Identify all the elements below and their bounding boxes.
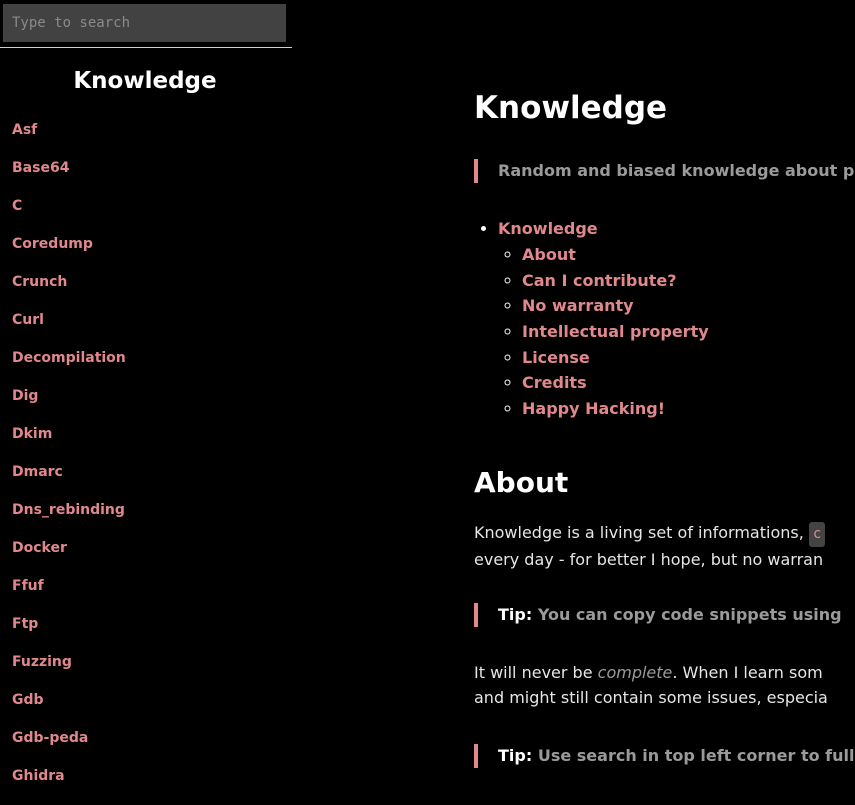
- toc-link-knowledge[interactable]: Knowledge: [498, 219, 598, 238]
- sidebar-item-c[interactable]: C: [12, 198, 23, 214]
- inline-code: c: [809, 522, 825, 547]
- toc-item-root: [498, 218, 709, 424]
- tip-blockquote-1: [474, 603, 842, 627]
- sidebar-item-crunch[interactable]: Crunch: [12, 274, 68, 290]
- sidebar-item-fuzzing[interactable]: Fuzzing: [12, 654, 72, 670]
- toc-link-about[interactable]: About: [522, 245, 576, 264]
- sidebar-item-dkim[interactable]: Dkim: [12, 426, 53, 442]
- about-heading: About: [474, 466, 569, 499]
- sidebar-item-dig[interactable]: Dig: [12, 388, 39, 404]
- sidebar-item-dns-rebinding[interactable]: Dns_rebinding: [12, 502, 125, 518]
- sidebar-item-base64[interactable]: Base64: [12, 160, 70, 176]
- toc-item: [522, 372, 709, 398]
- toc-item: [522, 321, 709, 347]
- about-para2-line1: [474, 660, 828, 685]
- sidebar-item-gdb[interactable]: Gdb: [12, 692, 44, 708]
- main-content: [474, 0, 855, 804]
- about-paragraph-2: [474, 660, 828, 710]
- tip-text: Use search in top left corner to full: [537, 746, 855, 765]
- sidebar-item-coredump[interactable]: Coredump: [12, 236, 93, 252]
- page-title: Knowledge: [474, 90, 668, 126]
- sidebar-item-asf[interactable]: Asf: [12, 122, 38, 138]
- toc-link-can-i-contribute[interactable]: Can I contribute?: [522, 270, 677, 290]
- toc-item: [522, 244, 709, 270]
- table-of-contents: [498, 218, 709, 424]
- search-bar: [0, 0, 292, 48]
- toc-item: [522, 347, 709, 373]
- sidebar-item-docker[interactable]: Docker: [12, 540, 67, 556]
- sidebar-title[interactable]: Knowledge: [73, 68, 217, 94]
- about-para1-text: Knowledge is a living set of informations,: [474, 523, 804, 542]
- toc-link-happy-hacking[interactable]: Happy Hacking!: [522, 399, 666, 419]
- tip-blockquote-2: [474, 744, 855, 768]
- toc-item: [522, 270, 709, 296]
- toc-item: [522, 295, 709, 321]
- about-para2-line2: and might still contain some issues, especia: [474, 688, 828, 707]
- sidebar-item-curl[interactable]: Curl: [12, 312, 44, 328]
- about-para1-line2: every day - for better I hope, but no warran: [474, 550, 824, 569]
- sidebar-item-ftp[interactable]: Ftp: [12, 616, 39, 632]
- sidebar-item-decompilation[interactable]: Decompilation: [12, 350, 126, 366]
- para2-pre-text: It will never be: [474, 663, 598, 682]
- about-para1-line1: [474, 520, 825, 547]
- sidebar: [0, 0, 292, 804]
- intro-blockquote: [474, 159, 854, 183]
- sidebar-item-ffuf[interactable]: Ffuf: [12, 578, 44, 594]
- intro-quote-text: Random and biased knowledge about p: [498, 161, 855, 180]
- toc-sublist: [498, 244, 709, 424]
- sidebar-item-ghidra[interactable]: Ghidra: [12, 768, 65, 784]
- para2-post-text: . When I learn som: [672, 663, 823, 682]
- sidebar-item-gdb-peda[interactable]: Gdb-peda: [12, 730, 89, 746]
- tip-label: Tip:: [498, 605, 533, 624]
- tip-label: Tip:: [498, 746, 533, 765]
- sidebar-nav: [12, 121, 126, 805]
- toc-link-no-warranty[interactable]: No warranty: [522, 296, 634, 316]
- para2-emphasis: complete: [597, 663, 673, 682]
- toc-link-credits[interactable]: Credits: [522, 373, 587, 393]
- sidebar-item-dmarc[interactable]: Dmarc: [12, 464, 63, 480]
- about-paragraph-1: [474, 520, 825, 572]
- toc-link-license[interactable]: License: [522, 347, 590, 367]
- toc-item: [522, 398, 709, 424]
- tip-text: You can copy code snippets using: [537, 605, 842, 624]
- search-input[interactable]: [3, 4, 286, 42]
- toc-link-intellectual-property[interactable]: Intellectual property: [522, 322, 709, 342]
